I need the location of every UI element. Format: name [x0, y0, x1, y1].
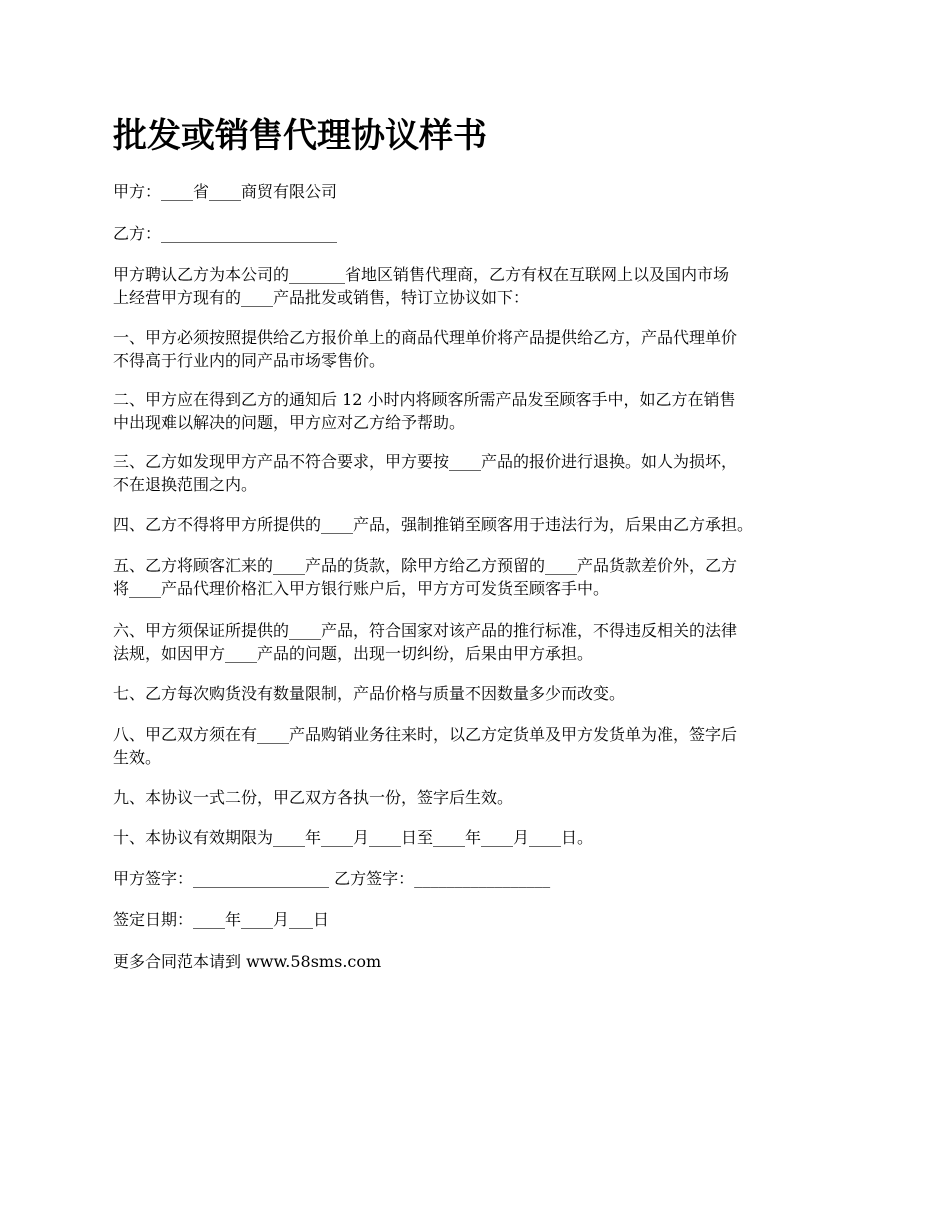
footer-link-text: 更多合同范本请到 www.58sms.com	[113, 952, 382, 971]
clause-10: 十、本协议有效期限为____年____月____日至____年____月____日。	[113, 828, 594, 847]
clause-7: 七、乙方每次购货没有数量限制，产品价格与质量不因数量多少而改变。	[113, 684, 626, 703]
clause-2: 二、甲方应在得到乙方的通知后 12 小时内将顾客所需产品发至顾客手中，如乙方在销售 中出现难以解决的问题，甲方应对乙方给予帮助。	[113, 390, 736, 432]
signature-line: 甲方签字：_________________ 乙方签字：_________________	[113, 869, 551, 888]
clause-8: 八、甲乙双方须在有____产品购销业务往来时，以乙方定货单及甲方发货单为准，签字后 生效。	[113, 725, 738, 767]
sign-date-line: 签定日期：____年____月___日	[113, 910, 330, 929]
clause-3: 三、乙方如发现甲方产品不符合要求，甲方要按____产品的报价进行退换。如人为损坏， 不在退换范围之内。	[113, 452, 738, 494]
clause-9: 九、本协议一式二份，甲乙双方各执一份，签字后生效。	[113, 788, 514, 807]
clause-4: 四、乙方不得将甲方所提供的____产品，强制推销至顾客用于违法行为，后果由乙方承担。	[113, 515, 754, 534]
clause-1: 一、甲方必须按照提供给乙方报价单上的商品代理单价将产品提供给乙方，产品代理单价 不得高于行业内的同产品市场零售价。	[113, 328, 738, 370]
page-title: 批发或销售代理协议样书	[113, 116, 487, 156]
clause-6: 六、甲方须保证所提供的____产品，符合国家对该产品的推行标准，不得违反相关的法律 法规，如因甲方____产品的问题，出现一切纠纷，后果由甲方承担。	[113, 621, 738, 663]
party-a-line: 甲方：____省____商贸有限公司	[113, 182, 338, 201]
clause-5: 五、乙方将顾客汇来的____产品的货款，除甲方给乙方预留的____产品货款差价外，乙方 将____产品代理价格汇入甲方银行账户后，甲方方可发货至顾客手中。	[113, 556, 738, 598]
intro-paragraph: 甲方聘认乙方为本公司的_______省地区销售代理商，乙方有权在互联网上以及国内市场 上经营甲方现有的____产品批发或销售，特订立协议如下：	[113, 265, 730, 307]
party-b-line: 乙方：______________________	[113, 224, 338, 243]
